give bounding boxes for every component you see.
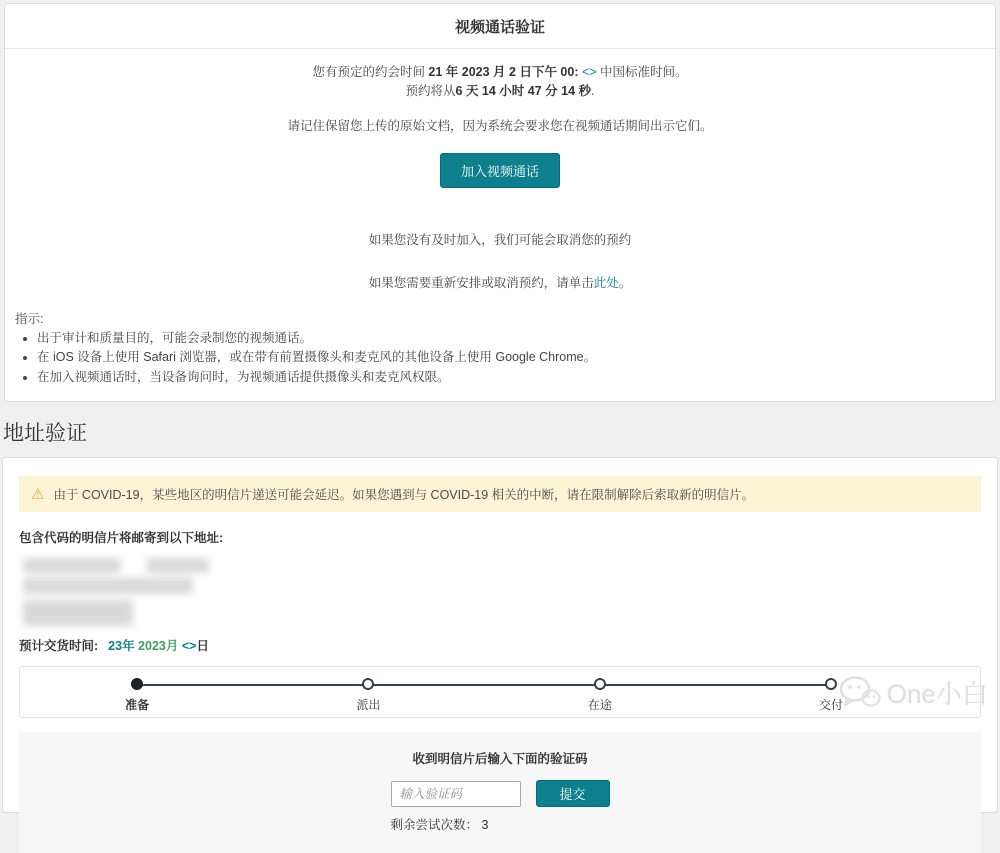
code-entry-heading: 收到明信片后输入下面的验证码 <box>412 752 588 766</box>
address-verification-heading: 地址验证 <box>3 422 87 445</box>
progress-dot-icon <box>594 678 606 690</box>
redacted-address-line <box>23 558 121 573</box>
countdown-value: 6 天 14 小时 47 分 14 秒 <box>455 84 591 99</box>
reschedule-line <box>5 274 995 293</box>
appointment-timezone: 中国标准时间。 <box>600 65 688 79</box>
progress-step-dispatched <box>356 678 380 713</box>
postcard-progress-tracker <box>19 666 981 718</box>
reschedule-suffix: 。 <box>618 275 632 290</box>
watermark-text: One小白 <box>886 679 988 709</box>
covid-warning-banner <box>19 476 981 512</box>
join-video-call-button[interactable]: 加入视频通话 <box>440 153 560 188</box>
verification-code-input[interactable] <box>391 781 521 807</box>
appointment-prefix: 您有预定的约会时间 <box>312 65 429 79</box>
countdown-line <box>5 82 995 101</box>
countdown-prefix: 预约将从 <box>405 84 456 99</box>
delivery-day: 23年 <box>108 639 135 653</box>
video-call-verification-card <box>4 3 996 402</box>
countdown-suffix: . <box>591 84 595 99</box>
instructions-label: 指示: <box>15 311 44 326</box>
covid-warning-text: 由于 COVID-19，某些地区的明信片递送可能会延迟。如果您遇到与 COVID-19 相关的中断，请在限制解除后索取新的明信片。 <box>53 488 755 502</box>
progress-step-in-transit <box>588 678 612 713</box>
remaining-attempts-label: 剩余尝试次数： <box>390 818 479 832</box>
redacted-address-line <box>147 558 209 573</box>
progress-step-prepare <box>125 678 149 713</box>
document-reminder-text: 请记住保留您上传的原始文档，因为系统会要求您在视频通话期间出示它们。 <box>287 118 713 133</box>
estimated-delivery-label: 预计交货时间: <box>19 639 99 653</box>
instruction-item: • 在加入视频通话时，当设备询问时，为视频通话提供摄像头和麦克风权限。 <box>37 368 985 387</box>
delivery-month: 2023月 <box>134 639 179 653</box>
reschedule-here-link[interactable]: 此处 <box>593 275 619 290</box>
delivery-code-token: <> <box>178 639 197 653</box>
wechat-icon <box>839 676 881 710</box>
progress-step-label: 交付 <box>819 698 844 712</box>
instruction-item: • 在 iOS 设备上使用 Safari 浏览器，或在带有前置摄像头和麦克风的其他设备上使用 Google Chrome。 <box>37 348 985 367</box>
progress-track-line <box>137 684 831 686</box>
watermark <box>839 674 988 711</box>
redacted-address-line <box>23 578 193 594</box>
remaining-attempts-value: 3 <box>481 818 489 832</box>
delivery-suffix: 日 <box>196 639 209 653</box>
progress-step-label: 派出 <box>356 698 381 712</box>
redacted-address-block <box>19 556 981 628</box>
progress-step-label: 准备 <box>125 698 150 712</box>
warning-triangle-icon: ⚠ <box>31 485 45 503</box>
postcard-address-label: 包含代码的明信片将邮寄到以下地址: <box>19 531 224 545</box>
appointment-time-line <box>5 63 995 82</box>
verification-code-box <box>19 732 981 853</box>
instructions-list <box>15 329 985 387</box>
reschedule-prefix: 如果您需要重新安排或取消预约，请单击 <box>368 275 594 290</box>
appointment-code-token: <> <box>578 65 601 79</box>
progress-dot-icon <box>362 678 374 690</box>
instruction-item: • 出于审计和质量目的，可能会录制您的视频通话。 <box>37 329 985 348</box>
remaining-attempts-line <box>391 815 610 833</box>
video-call-title: 视频通话验证 <box>5 4 995 49</box>
submit-code-button[interactable]: 提交 <box>536 780 610 807</box>
progress-step-label: 在途 <box>587 698 612 712</box>
estimated-delivery-line <box>19 636 981 654</box>
progress-dot-filled-icon <box>131 678 143 690</box>
no-join-warning-text: 如果您没有及时加入，我们可能会取消您的预约 <box>368 233 632 248</box>
address-verification-card <box>2 457 998 832</box>
instructions-block <box>5 293 995 401</box>
progress-dot-icon <box>825 678 837 690</box>
appointment-datetime: 21 年 2023 月 2 日下午 00: <box>428 65 579 79</box>
redacted-address-line <box>23 600 133 626</box>
